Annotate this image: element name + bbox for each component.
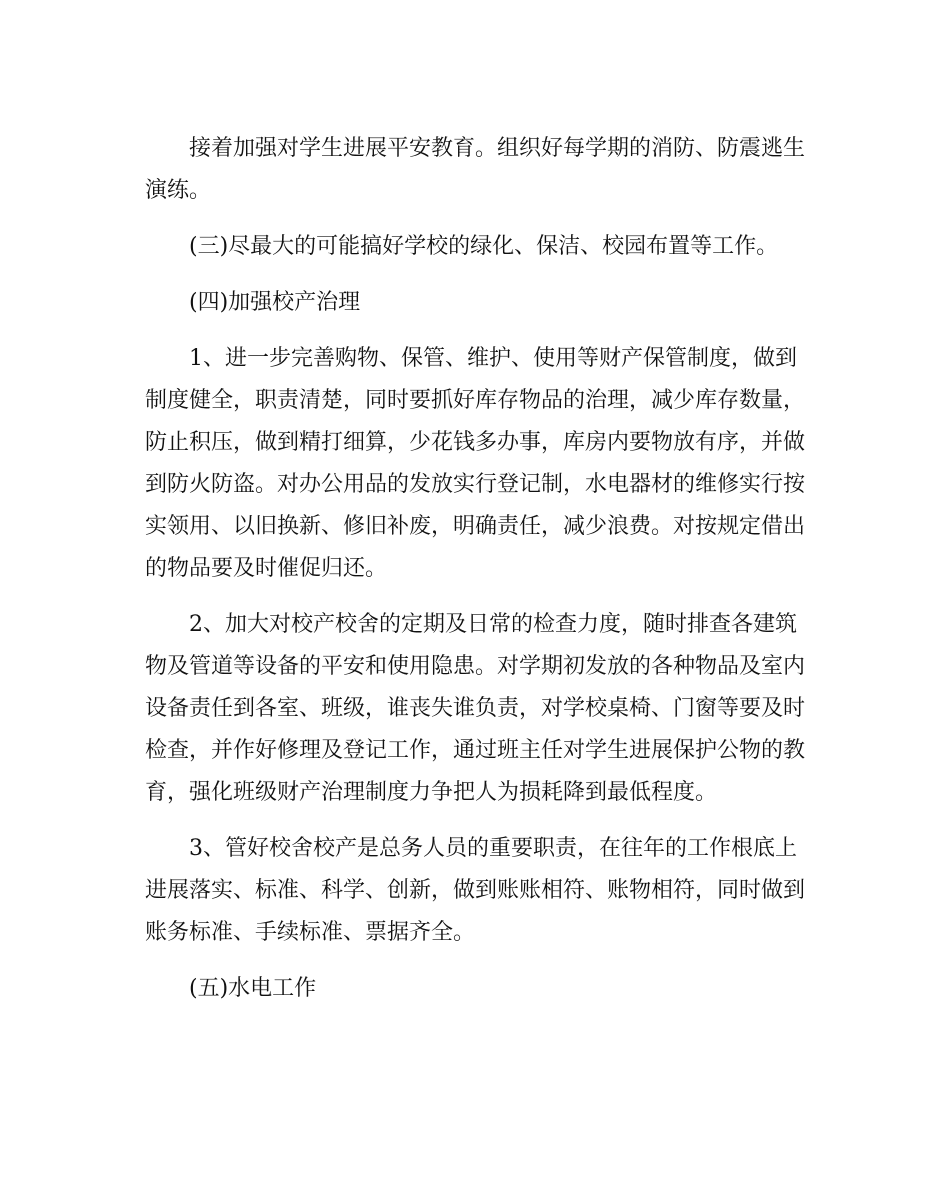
paragraph-safety-education: 接着加强对学生进展平安教育。组织好每学期的消防、防震逃生演练。 xyxy=(145,136,806,203)
paragraph-water-electricity-heading: (五)水电工作 xyxy=(189,976,317,1001)
paragraph-item-2: 2、加大对校产校舍的定期及日常的检查力度，随时排查各建筑物及管道等设备的平安和使用隐患。对学期初发放的各种物品及室内设备责任到各室、班级，谁丧失谁负责，对学校桌椅、门窗等要及时检查，并作好修理及登记工作，通过班主任对学生进展保护公物的教育，强化班级财产治理制度力争把人为损耗降到最低程度。 xyxy=(145,612,806,805)
paragraph-greening: (三)尽最大的可能搞好学校的绿化、保洁、校园布置等工作。 xyxy=(189,234,779,259)
paragraph-item-1: 1、进一步完善购物、保管、维护、使用等财产保管制度，做到制度健全，职责清楚，同时要抓好库存物品的治理，减少库存数量，防止积压，做到精打细算，少花钱多办事，库房内要物放有序，并做到防火防盗。对办公用品的发放实行登记制，水电器材的维修实行按实领用、以旧换新、修旧补废，明确责任，减少浪费。对按规定借出的物品要及时催促归还。 xyxy=(145,346,806,581)
document-body xyxy=(145,128,810,1024)
paragraph-asset-management-heading: (四)加强校产治理 xyxy=(189,290,361,315)
paragraph-item-3: 3、管好校舍校产是总务人员的重要职责，在往年的工作根底上进展落实、标准、科学、创新，做到账账相符、账物相符，同时做到账务标准、手续标准、票据齐全。 xyxy=(145,836,806,945)
